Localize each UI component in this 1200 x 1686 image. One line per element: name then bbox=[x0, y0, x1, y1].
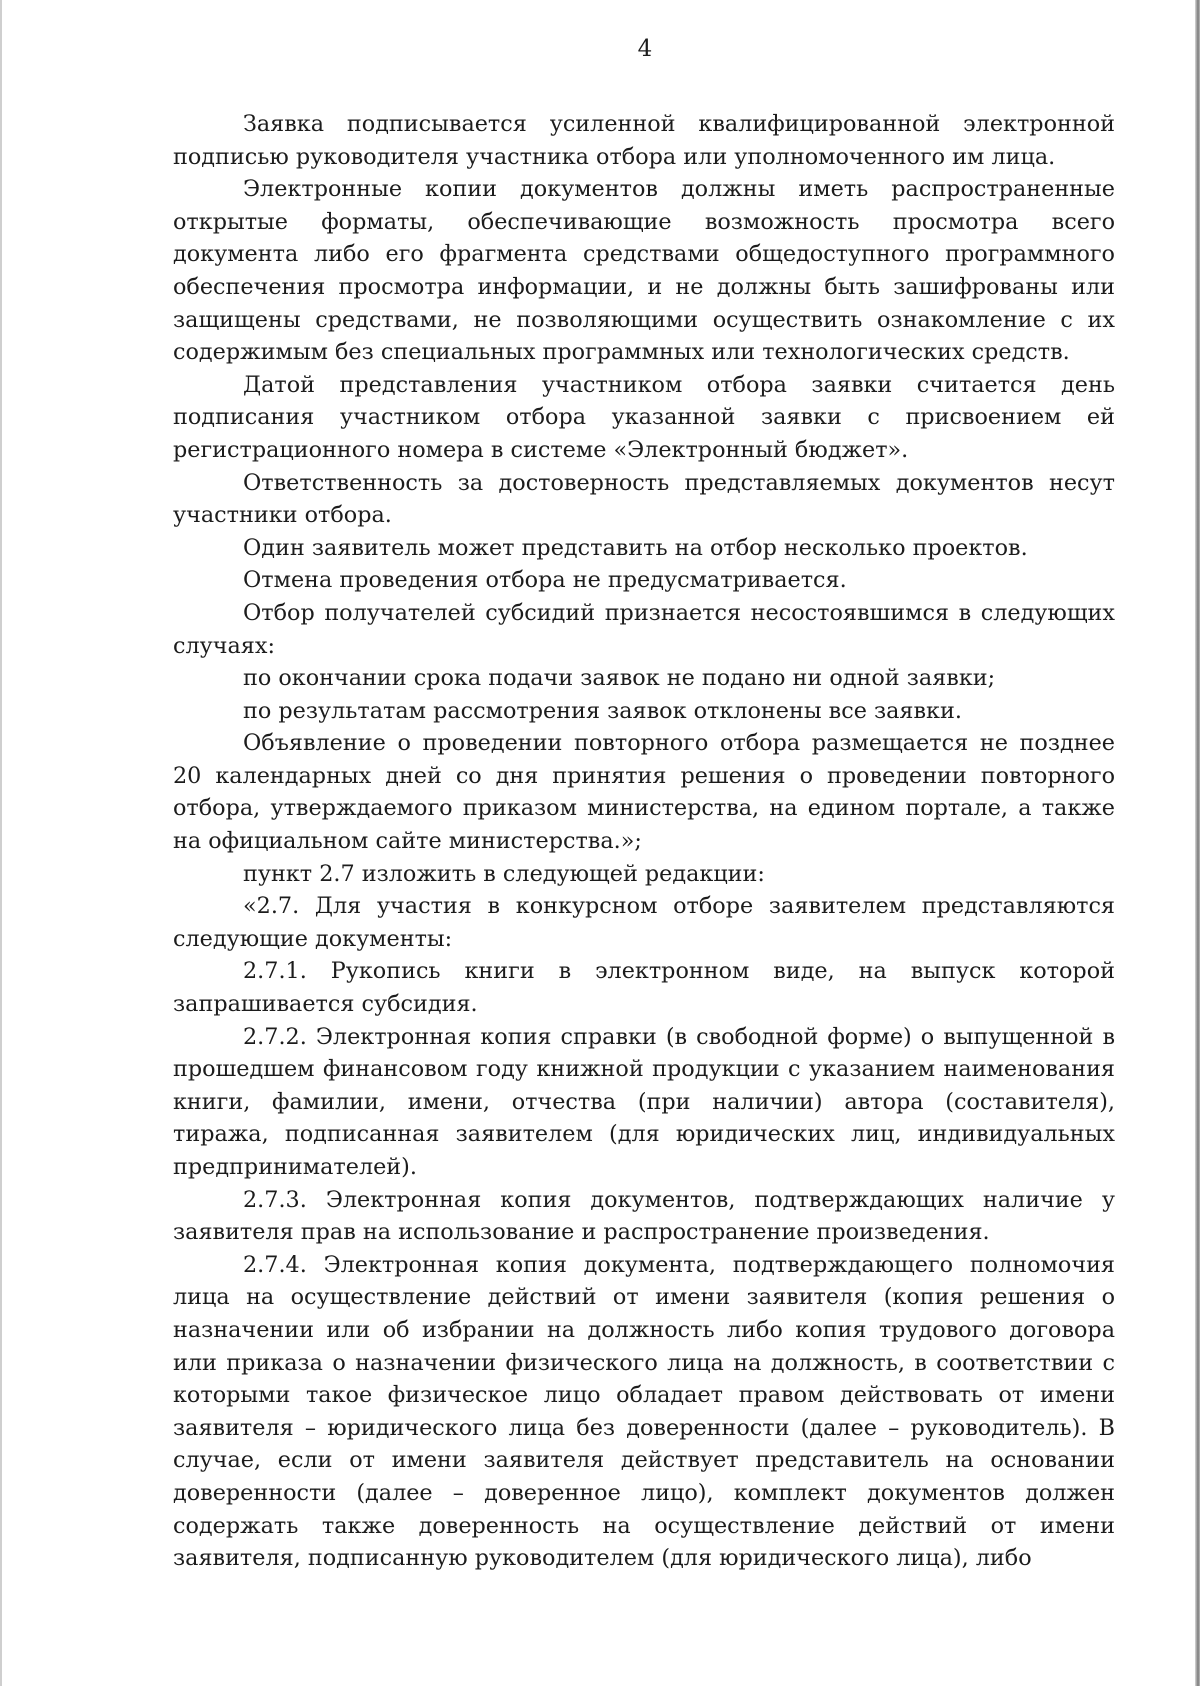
scan-right-edge bbox=[1195, 0, 1200, 1686]
scan-left-edge bbox=[0, 0, 2, 1686]
paragraph-electronic-copies: Электронные копии документов должны иметь распространенные открытые форматы, обеспечивающие возможность просмотра всего документа либо его фрагмента средствами общедоступного программного обеспечения просмотра информации, и не должны быть зашифрованы или защищены средствами, не позволяющими осуществить ознакомление с их содержимым без специальных программных или технологических средств. bbox=[173, 176, 1115, 366]
page-number: 4 bbox=[637, 36, 653, 62]
paragraph-clause-2-7-2: 2.7.2. Электронная копия справки (в свободной форме) о выпущенной в прошедшем финансовом году книжной продукции с указанием наименования книги, фамилии, имени, отчества (при наличии) автора (составителя), тиража, подписанная заявителем (для юридических лиц, индивидуальных предпринимателей). bbox=[173, 1023, 1115, 1180]
paragraph-clause-2-7: «2.7. Для участия в конкурсном отборе заявителем представляются следующие документы: bbox=[173, 893, 1115, 952]
paragraph-failed-selection: Отбор получателей субсидий признается несостоявшимся в следующих случаях: bbox=[173, 599, 1115, 659]
paragraph-submission-date: Датой представления участником отбора заявки считается день подписания участником отбора указанной заявки с присвоением ей регистрационного номера в системе «Электронный бюджет». bbox=[173, 371, 1115, 463]
paragraph-repeat-selection: Объявление о проведении повторного отбора размещается не позднее 20 календарных дней со дня принятия решения о проведении повторного отбора, утверждаемого приказом министерства, на едином портале, а также на официальном сайте министерства.»; bbox=[173, 730, 1115, 855]
paragraph-clause-2-7-1: 2.7.1. Рукопись книги в электронном виде, на выпуск которой запрашивается субсидия. bbox=[173, 958, 1115, 1018]
paragraph-responsibility: Ответственность за достоверность представляемых документов несут участники отбора. bbox=[173, 469, 1115, 529]
paragraph-clause-2-7-4: 2.7.4. Электронная копия документа, подтверждающего полномочия лица на осуществление действий от имени заявителя (копия решения о назначении или об избрании на должность либо копия трудового договора или приказа о назначении физического лица на должность, в соответствии с которыми такое физическое лицо обладает правом действовать от имени заявителя – юридического лица без доверенности (далее – руководитель). В случае, если от имени заявителя действует представитель на основании доверенности (далее – доверенное лицо), комплект документов должен содержать также доверенность на осуществление действий от имени заявителя, подписанную руководителем (для юридического лица), либо bbox=[173, 1251, 1115, 1572]
paragraph-no-cancellation: Отмена проведения отбора не предусматривается. bbox=[243, 567, 847, 594]
paragraph-clause-2-7-intro: пункт 2.7 изложить в следующей редакции: bbox=[243, 860, 765, 887]
paragraph-multiple-projects: Один заявитель может представить на отбор несколько проектов. bbox=[243, 534, 1028, 561]
list-item-all-rejected: по результатам рассмотрения заявок отклонены все заявки. bbox=[243, 697, 962, 724]
list-item-no-applications: по окончании срока подачи заявок не подано ни одной заявки; bbox=[243, 665, 996, 692]
document-body bbox=[173, 108, 1115, 1575]
paragraph-signature: Заявка подписывается усиленной квалифицированной электронной подписью руководителя участника отбора или уполномоченного им лица. bbox=[173, 111, 1115, 170]
paragraph-clause-2-7-3: 2.7.3. Электронная копия документов, подтверждающих наличие у заявителя прав на использование и распространение произведения. bbox=[173, 1186, 1115, 1246]
